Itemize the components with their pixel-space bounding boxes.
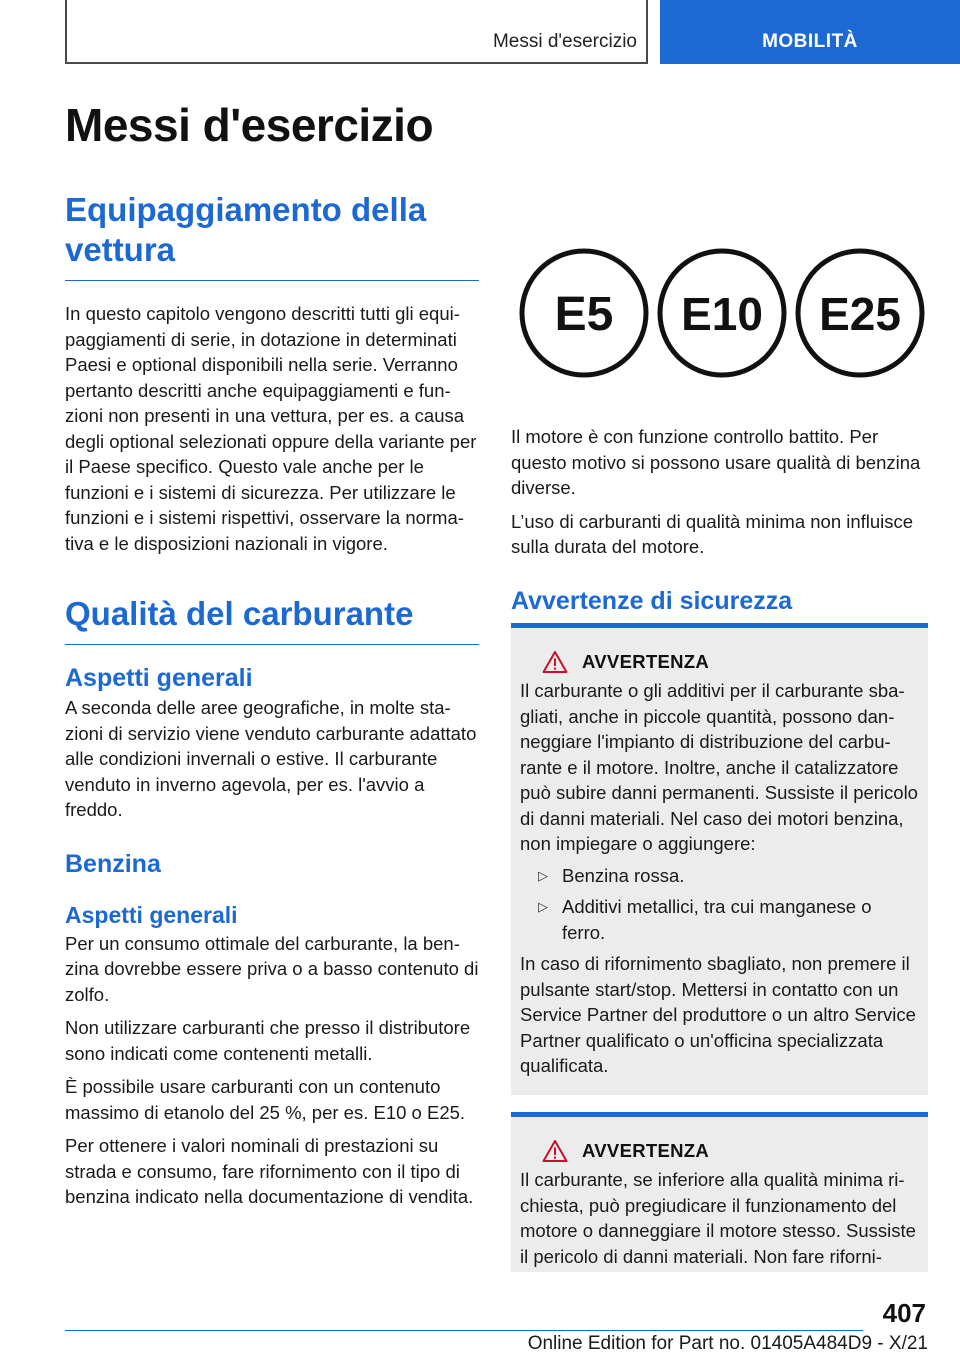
triangle-bullet-icon: ▷ [538, 899, 548, 914]
list-item [520, 894, 919, 945]
warning-box-2 [511, 1112, 928, 1272]
warning-title: AVVERTENZA [582, 1140, 710, 1161]
header-chapter-tab[interactable]: MOBILITÀ [660, 0, 960, 64]
warning-2-paragraph-1: Il carburante, se inferiore alla qualità minima richiesta, può pregiudicare il funzionamento del motore o danneggiare il motore stesso. Sussiste il pericolo di danni materiali. Non fare riforni- [520, 1169, 916, 1267]
list-item-text: Additivi metallici, tra cui manganese o ferro. [562, 896, 872, 943]
warning-triangle-icon [542, 650, 568, 674]
warning-header [520, 650, 919, 674]
paragraph-petrol-1: Per un consumo ottimale del carburante, la benzina dovrebbe essere priva o a basso contenuto di zolfo. [65, 932, 479, 1005]
paragraph-general-aspects: A seconda delle aree geografiche, in molte stazioni di servizio viene venduto carburante adattato alle condizioni invernali o estive. Il carburante venduto in inverno agevola, per es. l'avvio a freddo. [65, 697, 477, 820]
fuel-sign-label: E25 [819, 288, 901, 340]
fuel-sign-label: E10 [681, 288, 763, 340]
paragraph-minimum-quality: L’uso di carburanti di qualità minima non influisce sulla durata del motore. [511, 510, 914, 557]
heading-safety-notes: Avvertenze di sicurezza [511, 586, 793, 615]
footer-edition-text: Online Edition for Part no. 01405A484D9 - X/21 [527, 1333, 928, 1354]
warning-1-paragraph-2: In caso di rifornimento sbagliato, non premere il pulsante start/stop. Mettersi in contatto con un Service Partner del produttore o un altro Service Partner qualificato o un'officina specializzata qualificata. [520, 953, 916, 1076]
fuel-sign-e10 [660, 251, 784, 375]
warning-box-1 [511, 623, 928, 1095]
left-column [65, 190, 479, 1210]
triangle-bullet-icon: ▷ [538, 867, 548, 883]
heading-fuel-quality: Qualità del carburante [65, 594, 479, 645]
heading-general-aspects: Aspetti generali [65, 664, 253, 692]
warning-1-paragraph-1: Il carburante o gli additivi per il carburante sbagliati, anche in piccole quantità, possono danneggiare l'impianto di distribuzione del carburante e il motore. Inoltre, anche il catalizzatore può subire danni permanenti. Sussiste il pericolo di danni materiali. Nel caso dei motori benzina, non impiegare o aggiungere: [520, 680, 918, 854]
warning-header [520, 1139, 919, 1163]
header-section-title: Messi d'esercizio [492, 31, 637, 52]
heading-equipment: Equipaggiamento della vettura [65, 190, 479, 281]
list-item-text: Benzina rossa. [562, 864, 685, 886]
right-column [511, 424, 928, 616]
heading-petrol-general: Aspetti generali [65, 901, 238, 928]
warning-triangle-icon [542, 1139, 568, 1163]
paragraph-knock-control: Il motore è con funzione controllo battito. Per questo motivo si possono usare qualità di benzina diverse. [511, 426, 921, 498]
fuel-grade-signs [518, 240, 926, 386]
page-number: 407 [882, 1298, 926, 1328]
paragraph-petrol-2: Non utilizzare carburanti che presso il distributore sono indicati come contenenti metalli. [65, 1017, 471, 1064]
paragraph-petrol-3: È possibile usare carburanti con un contenuto massimo di etanolo del 25 %, per es. E10 o E25. [65, 1076, 466, 1123]
list-item [520, 863, 919, 889]
paragraph-petrol-4: Per ottenere i valori nominali di prestazioni su strada e consumo, fare rifornimento con il tipo di benzina indicato nella documentazione di vendita. [65, 1135, 474, 1207]
fuel-sign-e5 [522, 251, 646, 375]
warning-title: AVVERTENZA [582, 651, 710, 672]
heading-petrol: Benzina [65, 849, 161, 878]
paragraph-equipment: In questo capitolo vengono descritti tutti gli equipaggiamenti di serie, in dotazione in determinati Paesi e optional disponibili nella serie. Verranno pertanto descritti anche equipaggiamenti e funzioni non presenti in una vettura, per es. a causa degli optional selezionati oppure della variante per il Paese specifico. Questo vale anche per le funzioni e i sistemi di sicurezza. Per utilizzare le funzioni e i sistemi rispettivi, osservare la normativa e le disposizioni nazionali in vigore. [65, 303, 477, 554]
fuel-sign-label: E5 [554, 288, 614, 341]
footer-divider [65, 1330, 863, 1331]
fuel-sign-e25 [798, 251, 922, 375]
page-title: Messi d'esercizio [65, 99, 434, 151]
